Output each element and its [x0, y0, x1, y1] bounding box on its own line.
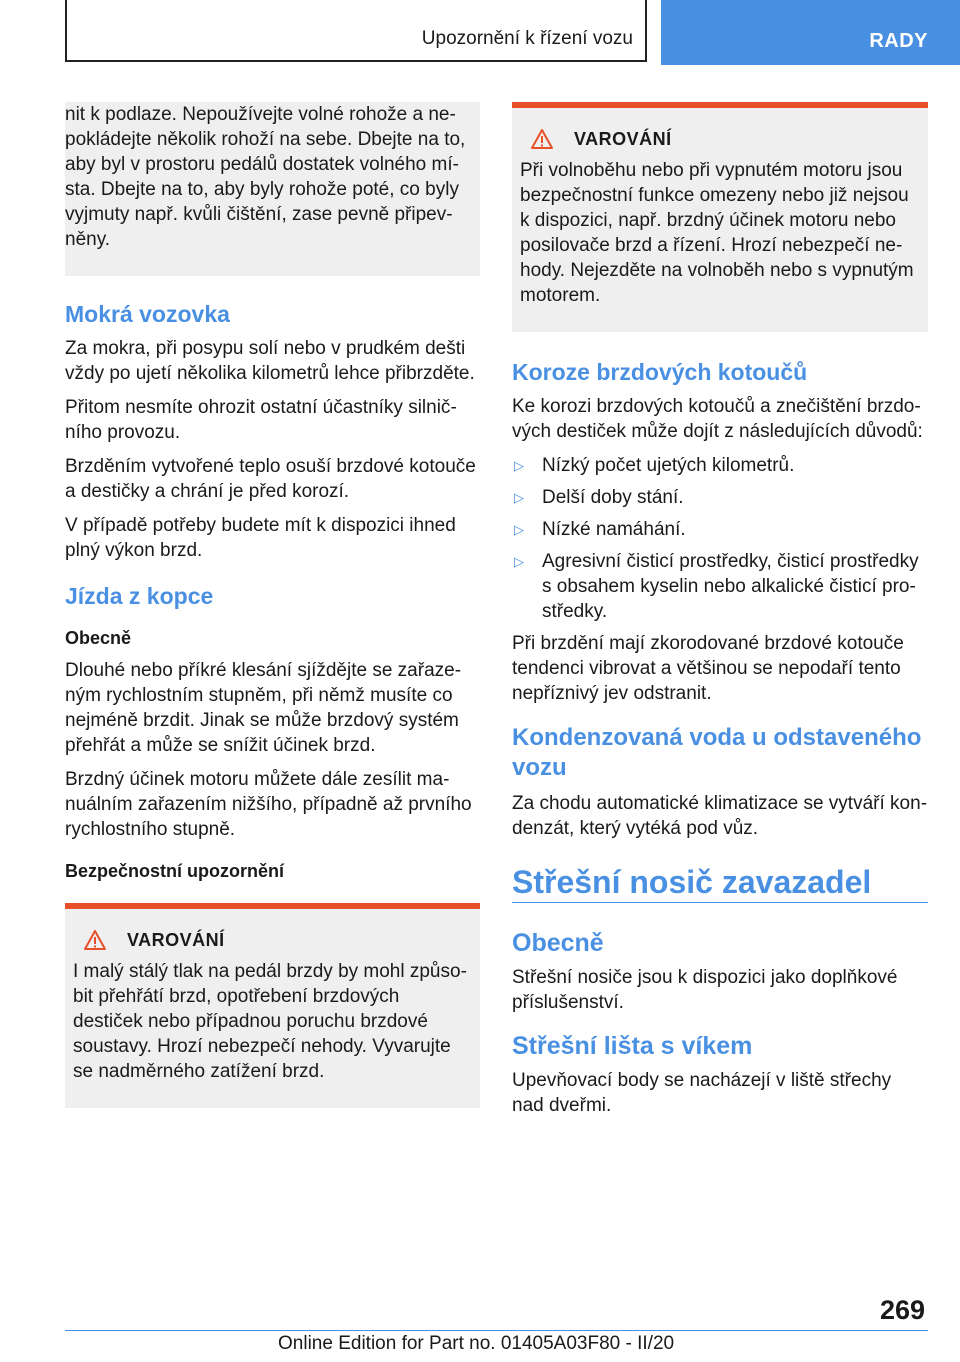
corrosion-outro: Při brzdění mají zkorodované brzdové kotouče tendenci vibrovat a většinou se nepodaří tento nepříznivý jev odstranit. — [512, 633, 904, 704]
wet-road-para-4: V případě potřeby budete mít k dispozici ihned plný výkon brzd. — [65, 515, 456, 561]
title-rule — [512, 902, 928, 903]
warning-label: VAROVÁNÍ — [574, 128, 672, 149]
list-item: ▷ Nízké namáhání. — [514, 519, 686, 540]
intro-text: nit k podlaze. Nepoužívejte volné rohože a nepokládejte několik rohoží na sebe. Dbejte na to, aby byl v prostoru pedálů dostatek volného místa. Dbejte na to, aby byly rohože poté, co byly vyjmuty např. kvůli čištění, zase pevně připevněny. — [65, 104, 466, 250]
footer-edition: Online Edition for Part no. 01405A03F80 - II/20 — [278, 1333, 675, 1354]
corrosion-intro: Ke korozi brzdových kotoučů a znečištění brzdových destiček může dojít z následujících důvodů: — [512, 396, 923, 442]
roof-rack-title: Střešní nosič zavazadel — [512, 864, 872, 900]
header-rady-tab — [661, 0, 960, 65]
roof-rail-text: Upevňovací body se nacházejí v liště střechy nad dveřmi. — [512, 1070, 892, 1116]
general-subheading: Obecně — [65, 628, 132, 648]
left-column — [65, 102, 480, 1108]
downhill-heading: Jízda z kopce — [65, 583, 214, 609]
roof-general-heading: Obecně — [512, 929, 604, 957]
triangle-bullet-icon: ▷ — [514, 458, 524, 473]
warning-label: VAROVÁNÍ — [127, 929, 225, 950]
page-number: 269 — [880, 1295, 926, 1325]
downhill-para-1: Dlouhé nebo příkré klesání sjíždějte se zařazeným rychlostním stupněm, při němž musíte co nejméně brzdit. Jinak se může brzdový systém přehřát a může se snížit účinek brzd. — [65, 660, 462, 756]
warning-box-left — [65, 903, 480, 1108]
triangle-bullet-icon: ▷ — [514, 522, 524, 537]
warning-triangle-icon — [83, 929, 107, 951]
condensate-heading: Kondenzovaná voda u odstaveného vozu — [512, 724, 922, 781]
header-section-title: Upozornění k řízení vozu — [421, 28, 633, 49]
roof-general-text: Střešní nosiče jsou k dispozici jako doplňkové příslušenství. — [512, 967, 898, 1013]
intro-box — [65, 102, 480, 276]
wet-road-para-3: Brzděním vytvořené teplo osuší brzdové kotouče a destičky a chrání je před korozí. — [65, 456, 476, 502]
wet-road-heading: Mokrá vozovka — [65, 301, 230, 327]
corrosion-list — [512, 453, 928, 624]
warning-text: I malý stálý tlak na pedál brzdy by mohl způsobit přehřátí brzd, opotřebení brzdových destiček nebo případnou poruchu brzdové soustavy. Hrozí nebezpečí nehody. Vyvarujte se nadměrného zatížení brzd. — [73, 961, 467, 1082]
warning-box-right — [512, 102, 928, 332]
list-item: ▷ Agresivní čisticí prostředky, čisticí prostředky s obsahem kyselin nebo alkalické čisticí prostředky. — [514, 551, 919, 622]
list-item: ▷ Nízký počet ujetých kilometrů. — [514, 455, 795, 476]
roof-rail-heading: Střešní lišta s víkem — [512, 1032, 753, 1060]
header-section-tab — [65, 0, 647, 62]
wet-road-para-1: Za mokra, při posypu solí nebo v prudkém dešti vždy po ujetí několika kilometrů lehce přibrzděte. — [65, 338, 475, 384]
list-item: ▷ Delší doby stání. — [514, 487, 684, 508]
triangle-bullet-icon: ▷ — [514, 490, 524, 505]
warning-text: Při volnoběhu nebo při vypnutém motoru jsou bezpečnostní funkce omezeny nebo již nejsou k dispozici, např. brzdný účinek motoru nebo posilovače brzd a řízení. Hrozí nebezpečí nehody. Nejezděte na volnoběh nebo s vypnutým motorem. — [520, 160, 914, 306]
wet-road-para-2: Přitom nesmíte ohrozit ostatní účastníky silničního provozu. — [65, 397, 457, 443]
downhill-para-2: Brzdný účinek motoru můžete dále zesílit manuálním zařazením nižšího, případně až prvního rychlostního stupně. — [65, 769, 472, 840]
right-column — [512, 102, 928, 1127]
corrosion-heading: Koroze brzdových kotoučů — [512, 359, 808, 385]
footer-rule — [65, 1330, 928, 1331]
condensate-text: Za chodu automatické klimatizace se vytváří kondenzát, který vytéká pod vůz. — [512, 793, 928, 839]
header-rady-label: RADY — [869, 30, 928, 52]
triangle-bullet-icon: ▷ — [514, 554, 524, 569]
safety-subheading: Bezpečnostní upozornění — [65, 861, 285, 881]
warning-triangle-icon — [530, 128, 554, 150]
